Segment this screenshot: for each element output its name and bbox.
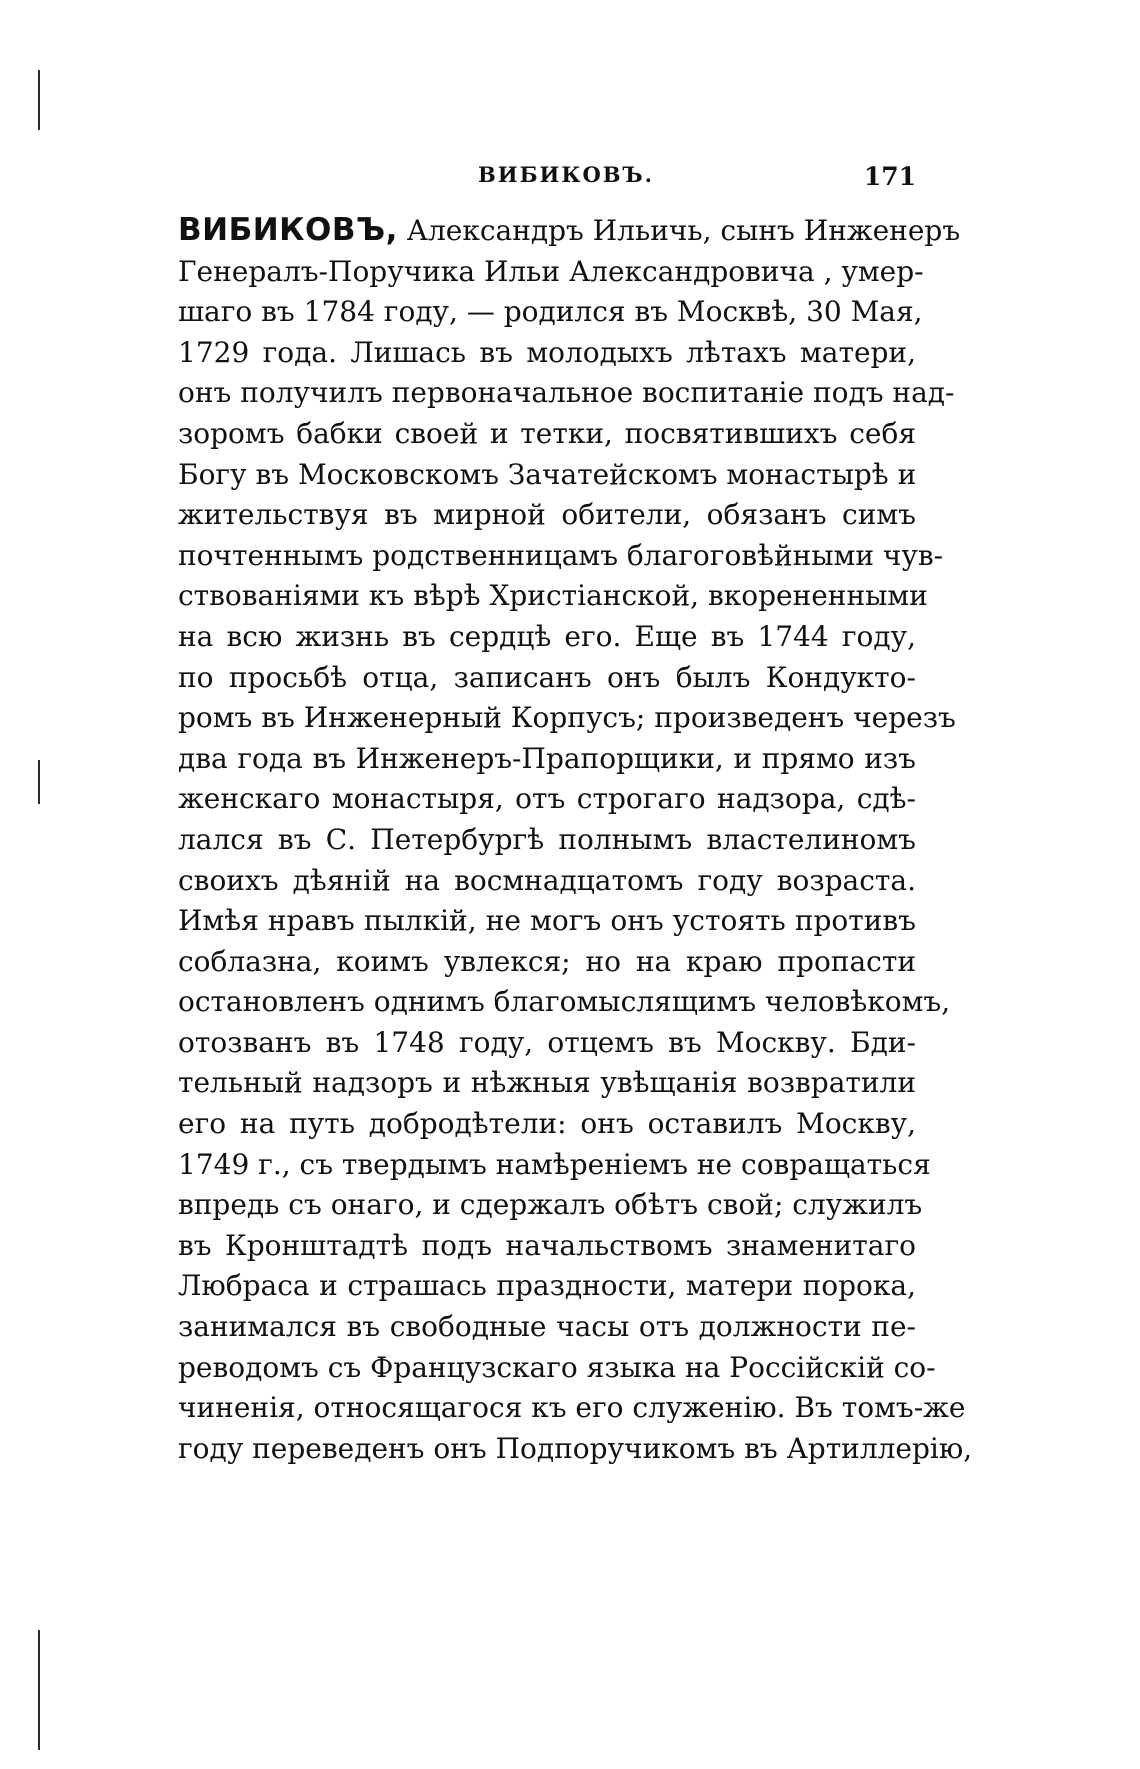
- text-line: Богу въ Московскомъ Зачатейскомъ монастырѣ и: [178, 457, 917, 491]
- text-line: женскаго монастыря, отъ строгаго надзора, сдѣ-: [178, 782, 916, 816]
- text-line: году переведенъ онъ Подпоручикомъ въ Артиллерію,: [178, 1431, 973, 1465]
- text-line: по просьбѣ отца, записанъ онъ былъ Кондукто-: [178, 660, 916, 694]
- text-line: лался въ С. Петербургѣ полнымъ властелиномъ: [178, 822, 916, 856]
- text-line: тельный надзоръ и нѣжныя увѣщанія возвратили: [178, 1066, 916, 1100]
- text-line: Имѣя нравъ пылкій, не могъ онъ устоять противъ: [178, 904, 916, 938]
- text-line: ствованіями къ вѣрѣ Христіанской, вкорененными: [178, 579, 928, 613]
- text-line: своихъ дѣяній на восмнадцатомъ году возраста.: [178, 863, 916, 897]
- text-line: зоромъ бабки своей и тетки, посвятившихъ себя: [178, 416, 916, 450]
- page-number: 171: [863, 162, 916, 191]
- text-line: два года въ Инженеръ-Прапорщики, и прямо изъ: [178, 741, 916, 775]
- text-line: отозванъ въ 1748 году, отцемъ въ Москву. Бди-: [178, 1025, 916, 1059]
- book-page: [178, 162, 973, 1469]
- article-body: [178, 210, 973, 1469]
- text-line: его на путь добродѣтели: онъ оставилъ Москву,: [178, 1107, 916, 1141]
- article-first-line: [178, 210, 961, 252]
- first-line-text: Александръ Ильичь, сынъ Инженеръ: [406, 214, 961, 247]
- text-line: на всю жизнь въ сердцѣ его. Еще въ 1744 году,: [178, 619, 916, 653]
- text-line: впредь съ онаго, и сдержалъ обѣтъ свой; служилъ: [178, 1188, 923, 1222]
- text-line: Любраса и страшась праздности, матери порока,: [178, 1269, 916, 1303]
- scan-margin-mark: [38, 760, 40, 804]
- text-line: почтеннымъ родственницамъ благоговѣйными чув-: [178, 538, 944, 572]
- text-line: Генералъ-Поручика Ильи Александровича , умер-: [178, 254, 924, 288]
- text-line: реводомъ съ Французскаго языка на Россійскій со-: [178, 1350, 936, 1384]
- text-line: 1749 г., съ твердымъ намѣреніемъ не совращаться: [178, 1147, 931, 1181]
- text-line: шаго въ 1784 году, — родился въ Москвѣ, 30 Мая,: [178, 295, 923, 329]
- text-line: 1729 года. Лишась въ молодыхъ лѣтахъ матери,: [178, 335, 916, 369]
- text-line: соблазна, коимъ увлекся; но на краю пропасти: [178, 944, 916, 978]
- article-headword: ВИБИКОВЪ,: [178, 212, 398, 248]
- text-line: жительствуя въ мирной обители, обязанъ симъ: [178, 498, 916, 532]
- text-line: въ Кронштадтѣ подъ начальствомъ знаменитаго: [178, 1228, 916, 1262]
- scan-margin-mark: [38, 1630, 40, 1750]
- text-line: онъ получилъ первоначальное воспитаніе подъ над-: [178, 376, 955, 410]
- text-line: занимался въ свободные часы отъ должности пе-: [178, 1310, 916, 1344]
- text-line: чиненія, относящагося къ его служенію. Въ томъ-же: [178, 1391, 966, 1425]
- running-title: ВИБИКОВЪ.: [478, 162, 654, 187]
- running-head: [178, 162, 916, 202]
- scan-margin-mark: [38, 70, 40, 130]
- text-line: ромъ въ Инженерный Корпусъ; произведенъ черезъ: [178, 701, 956, 735]
- text-line: остановленъ однимъ благомыслящимъ человѣкомъ,: [178, 985, 951, 1019]
